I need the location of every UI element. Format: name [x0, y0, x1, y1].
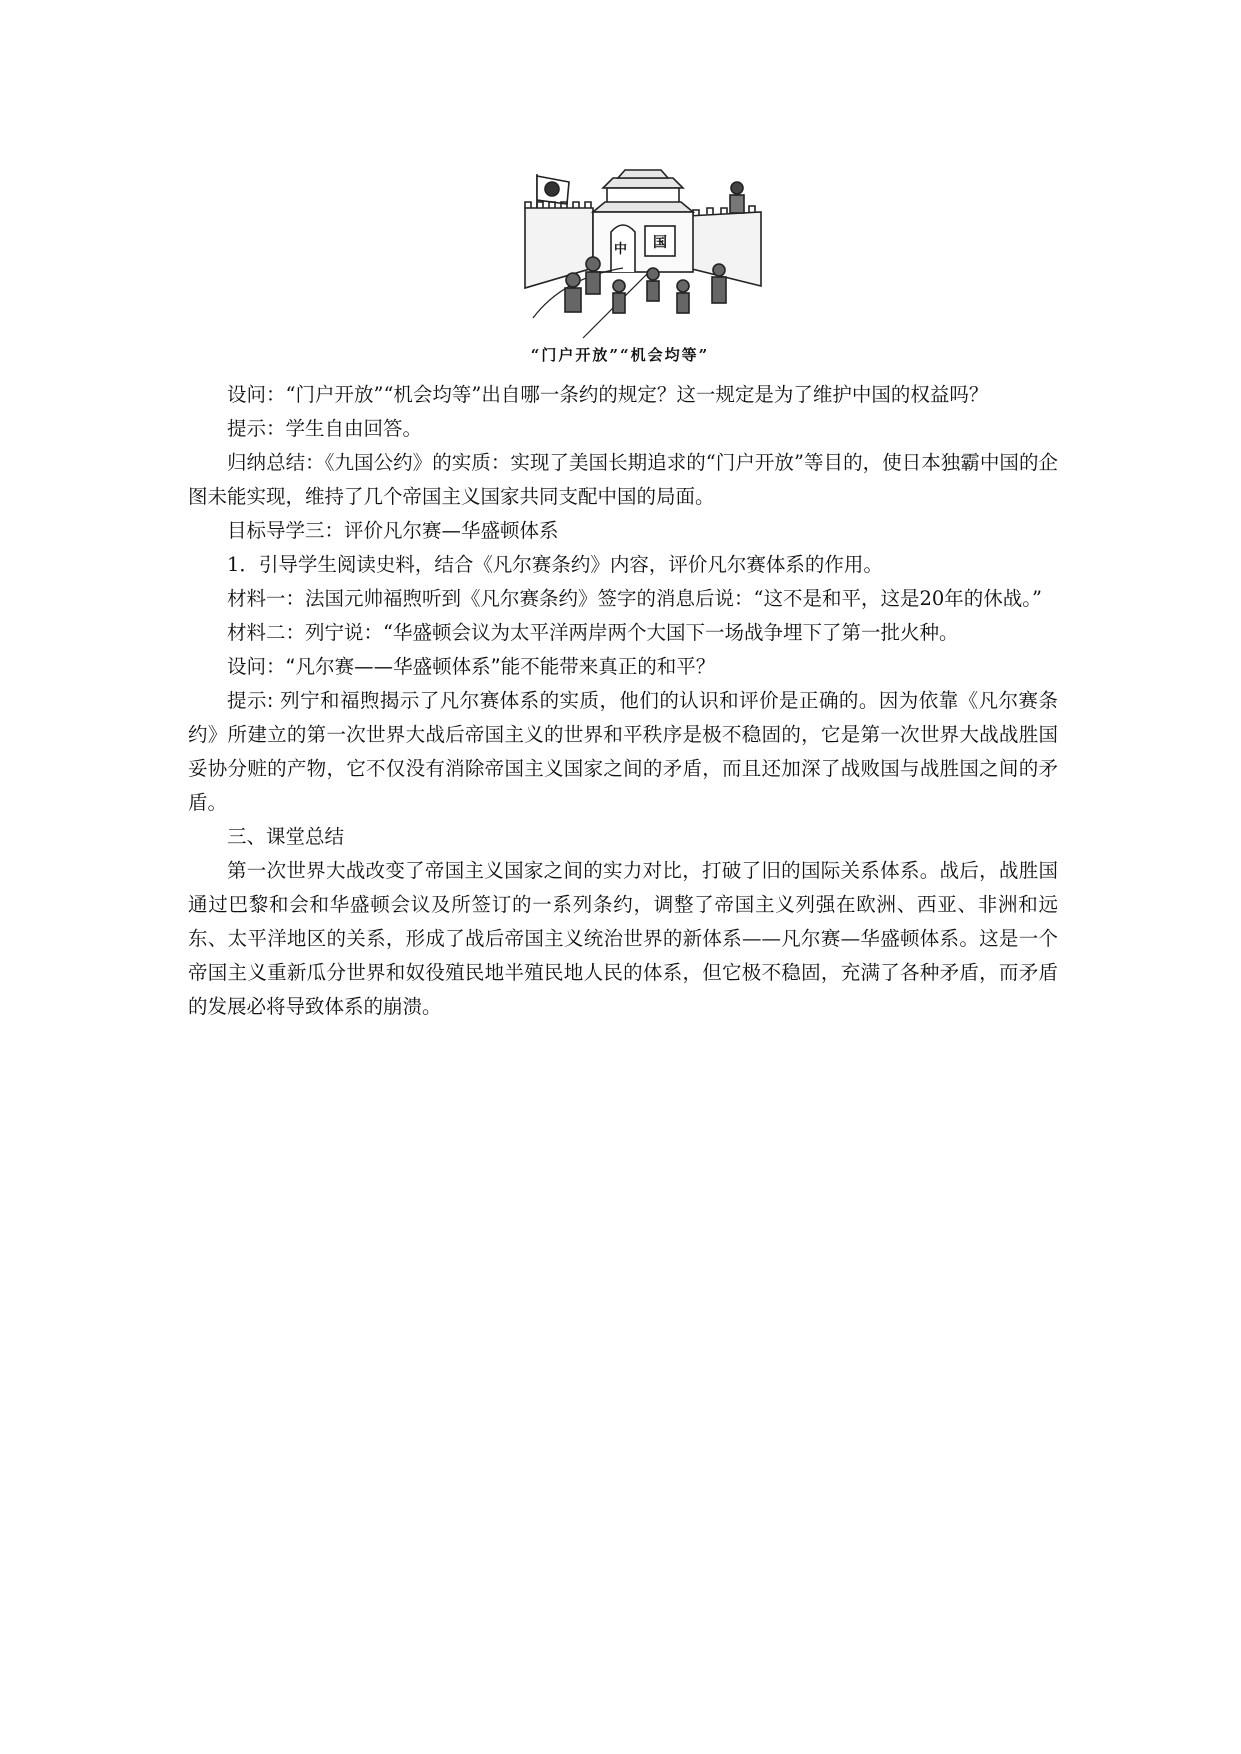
question-label: 设问： — [227, 655, 286, 678]
instruction-1: 1．引导学生阅读史料，结合《凡尔赛条约》内容，评价凡尔赛体系的作用。 — [227, 553, 883, 576]
summary-1 — [188, 446, 1058, 514]
summary-text: 《九国公约》的实质：实现了美国长期追求的“门户开放”等目的，使日本独霸中国的企图未能实现，维持了几个帝国主义国家共同支配中国的局面。 — [188, 451, 1058, 508]
material-label: 材料一： — [227, 587, 306, 610]
gate-sign-right: 国 — [653, 235, 667, 251]
figure-caption: “门户开放”“机会均等” — [530, 346, 710, 364]
hint-text: 学生自由回答。 — [285, 417, 423, 440]
material-text: 法国元帅福煦听到《凡尔赛条约》签字的消息后说：“这不是和平，这是20年的休战。” — [305, 587, 1043, 610]
question-2 — [188, 650, 1058, 684]
lesson-content — [188, 378, 1058, 1024]
question-text: “门户开放”“机会均等”出自哪一条约的规定？这一规定是为了维护中国的权益吗？ — [285, 383, 989, 406]
hint-1 — [188, 412, 1058, 446]
question-1 — [188, 378, 1058, 412]
question-text: “凡尔赛——华盛顿体系”能不能带来真正的和平？ — [285, 655, 716, 678]
material-2 — [188, 616, 1058, 650]
hint-label: 提示: — [227, 689, 274, 712]
hint-2 — [188, 684, 1058, 820]
section-heading-3: 目标导学三：评价凡尔赛—华盛顿体系 — [227, 519, 559, 542]
material-text: 列宁说：“华盛顿会议为太平洋两岸两个大国下一场战争埋下了第一批火种。 — [305, 621, 959, 644]
question-label: 设问： — [227, 383, 286, 406]
hint-label: 提示： — [227, 417, 286, 440]
cartoon-illustration — [523, 168, 763, 340]
hint-text: 列宁和福煦揭示了凡尔赛体系的实质，他们的认识和评价是正确的。因为依靠《凡尔赛条约》所建立的第一次世界大战后帝国主义的世界和平秩序是极不稳固的，它是第一次世界大战战胜国妥协分赃的产物，它不仅没有消除帝国主义国家之间的矛盾，而且还加深了战败国与战胜国之间的矛盾。 — [188, 689, 1058, 814]
material-1 — [188, 582, 1058, 616]
summary-paragraph: 第一次世界大战改变了帝国主义国家之间的实力对比，打破了旧的国际关系体系。战后，战胜国通过巴黎和会和华盛顿会议及所签订的一系列条约，调整了帝国主义列强在欧洲、西亚、非洲和远东、太平洋地区的关系，形成了战后帝国主义统治世界的新体系——凡尔赛—华盛顿体系。这是一个帝国主义重新瓜分世界和奴役殖民地半殖民地人民的体系，但它极不稳固，充满了各种矛盾，而矛盾的发展必将导致体系的崩溃。 — [188, 859, 1058, 1018]
material-label: 材料二： — [227, 621, 306, 644]
summary-label: 归纳总结： — [227, 451, 325, 474]
section-heading-summary: 三、课堂总结 — [227, 825, 345, 848]
gate-sign-left: 中 — [614, 242, 628, 257]
